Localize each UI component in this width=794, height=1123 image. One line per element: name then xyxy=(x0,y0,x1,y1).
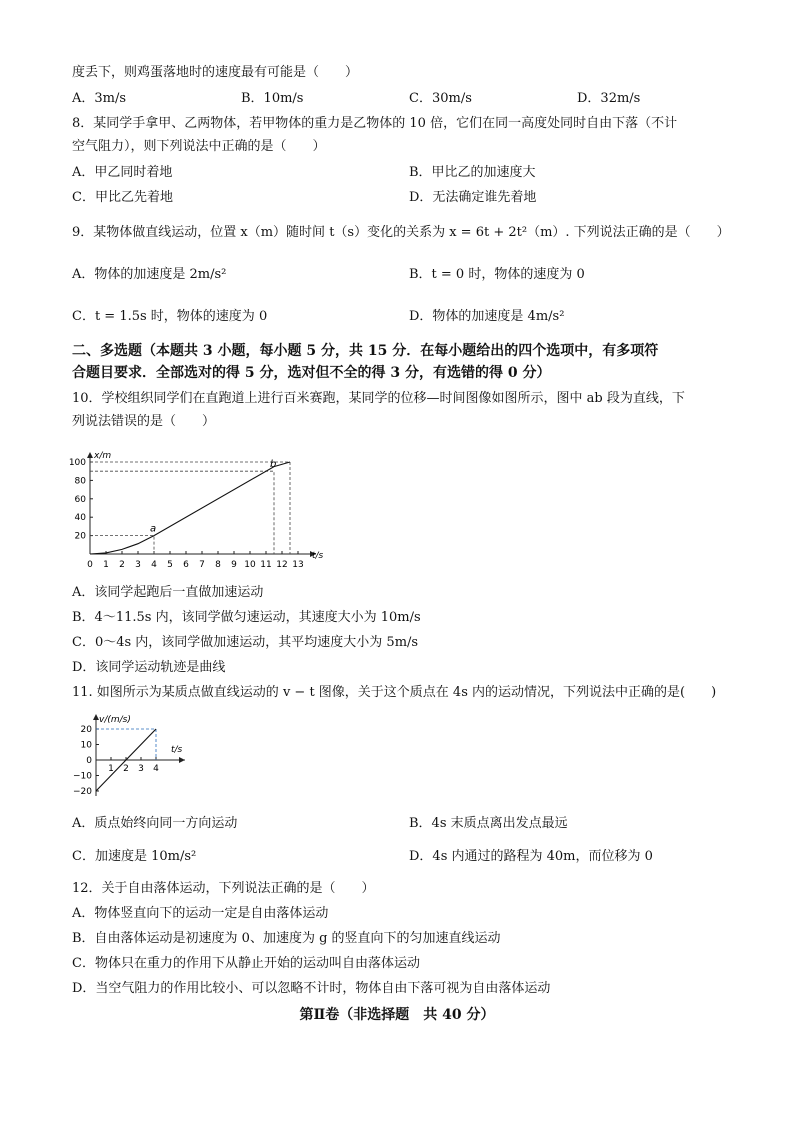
q12-option-c: C．物体只在重力的作用下从静止开始的运动叫自由落体运动 xyxy=(72,956,420,971)
x-tick-label: 13 xyxy=(292,560,304,570)
x-tick-label: 1 xyxy=(103,560,109,570)
x-axis-arrow xyxy=(179,757,185,763)
y-tick-label: 40 xyxy=(74,513,86,524)
q11-option-b: B．4s 末质点离出发点最远 xyxy=(409,816,568,831)
q7-option-d: D．32m/s xyxy=(577,91,641,106)
displacement-curve xyxy=(90,462,290,554)
q8-stem-line2: 空气阻力），则下列说法中正确的是（ ） xyxy=(72,139,326,154)
displacement-time-chart xyxy=(60,446,330,571)
q7-option-c: C．30m/s xyxy=(409,91,472,106)
velocity-time-chart xyxy=(60,710,200,800)
q7-option-a: A．3m/s xyxy=(72,91,127,106)
guide-t4 xyxy=(96,729,156,760)
point-label-b: b xyxy=(270,459,277,471)
x-tick-label: 3 xyxy=(135,560,141,570)
y-axis-label: x/m xyxy=(94,451,112,461)
y-tick-label: 80 xyxy=(74,476,86,487)
q10-option-b: B．4～11.5s 内，该同学做匀速运动，其速度大小为 10m/s xyxy=(72,610,421,625)
q8-option-c: C．甲比乙先着地 xyxy=(72,190,173,205)
q10-option-d: D．该同学运动轨迹是曲线 xyxy=(72,660,226,675)
x-tick-label: 11 xyxy=(260,560,272,570)
x-tick-label: 6 xyxy=(183,560,189,570)
y-tick-label: −10 xyxy=(73,771,92,782)
x-axis-label: t/s xyxy=(171,745,183,755)
q12-stem: 12．关于自由落体运动，下列说法正确的是（ ） xyxy=(72,881,375,896)
q12-option-d: D．当空气阻力的作用比较小、可以忽略不计时，物体自由下落可视为自由落体运动 xyxy=(72,981,551,996)
x-tick-label: 10 xyxy=(244,560,256,570)
x-tick-label: 9 xyxy=(231,560,237,570)
y-tick-label: 60 xyxy=(74,494,86,505)
q9-option-d: D．物体的加速度是 4m/s² xyxy=(409,309,565,324)
x-tick-label: 2 xyxy=(123,764,129,774)
q9-stem: 9．某物体做直线运动，位置 x（m）随时间 t（s）变化的关系为 x = 6t + 2t²（m）. 下列说法正确的是（ ） xyxy=(72,225,730,240)
x-tick-label: 4 xyxy=(153,764,159,774)
x-axis-label: t/s xyxy=(312,551,324,561)
q7-tail: 度丢下，则鸡蛋落地时的速度最有可能是（ ） xyxy=(72,65,359,80)
q11-stem: 11. 如图所示为某质点做直线运动的 v − t 图像，关于这个质点在 4s 内的运动情况，下列说法中正确的是( ) xyxy=(72,685,717,700)
q8-option-d: D．无法确定谁先着地 xyxy=(409,190,537,205)
y-tick-label: 100 xyxy=(68,458,86,468)
q8-stem-line1: 8．某同学手拿甲、乙两物体，若甲物体的重力是乙物体的 10 倍，它们在同一高度处同时自由下落（不计 xyxy=(72,116,678,131)
guide-b xyxy=(90,471,274,554)
q10-stem-line2: 列说法错误的是（ ） xyxy=(72,414,216,429)
q9-option-c: C．t = 1.5s 时，物体的速度为 0 xyxy=(72,309,268,324)
section2-heading-line2: 合题目要求．全部选对的得 5 分，选对但不全的得 3 分，有选错的得 0 分） xyxy=(72,365,551,381)
q12-option-b: B．自由落体运动是初速度为 0、加速度为 g 的竖直向下的匀加速直线运动 xyxy=(72,931,501,946)
part2-title: 第Ⅱ卷（非选择题 共 40 分） xyxy=(299,1007,495,1023)
x-tick-label: 8 xyxy=(215,560,221,570)
q10-stem-line1: 10．学校组织同学们在直跑道上进行百米赛跑，某同学的位移—时间图像如图所示，图中 ab 段为直线，下 xyxy=(72,391,685,406)
q10-option-a: A．该同学起跑后一直做加速运动 xyxy=(72,585,264,600)
y-tick-label: −20 xyxy=(73,787,92,797)
guide-finish xyxy=(90,462,290,554)
q10-option-c: C．0～4s 内，该同学做加速运动，其平均速度大小为 5m/s xyxy=(72,635,419,650)
y-tick-label: 0 xyxy=(86,756,92,766)
x-tick-label: 3 xyxy=(138,764,144,774)
x-tick-label: 0 xyxy=(87,560,93,570)
y-tick-label: 10 xyxy=(80,740,92,751)
x-tick-label: 7 xyxy=(199,560,205,570)
x-tick-label: 12 xyxy=(276,560,288,570)
q7-option-b: B．10m/s xyxy=(241,91,304,106)
q12-option-a: A．物体竖直向下的运动一定是自由落体运动 xyxy=(72,906,329,921)
q11-option-d: D．4s 内通过的路程为 40m，而位移为 0 xyxy=(409,849,653,864)
x-tick-label: 5 xyxy=(167,560,173,570)
q11-option-c: C．加速度是 10m/s² xyxy=(72,849,197,864)
q8-option-b: B．甲比乙的加速度大 xyxy=(409,165,536,180)
q9-option-a: A．物体的加速度是 2m/s² xyxy=(72,267,227,282)
point-label-a: a xyxy=(150,523,157,535)
y-tick-label: 20 xyxy=(80,725,92,735)
q9-option-b: B．t = 0 时，物体的速度为 0 xyxy=(409,267,585,282)
section2-heading-line1: 二、多选题（本题共 3 小题，每小题 5 分，共 15 分．在每小题给出的四个选项中，有多项符 xyxy=(72,343,659,359)
x-tick-label: 2 xyxy=(119,560,125,570)
x-tick-label: 1 xyxy=(108,764,114,774)
q11-option-a: A．质点始终向同一方向运动 xyxy=(72,816,238,831)
y-tick-label: 20 xyxy=(74,531,86,542)
x-tick-label: 4 xyxy=(151,560,157,570)
y-axis-label: v/(m/s) xyxy=(99,715,131,725)
q8-option-a: A．甲乙同时着地 xyxy=(72,165,173,180)
y-axis-arrow xyxy=(87,452,93,458)
